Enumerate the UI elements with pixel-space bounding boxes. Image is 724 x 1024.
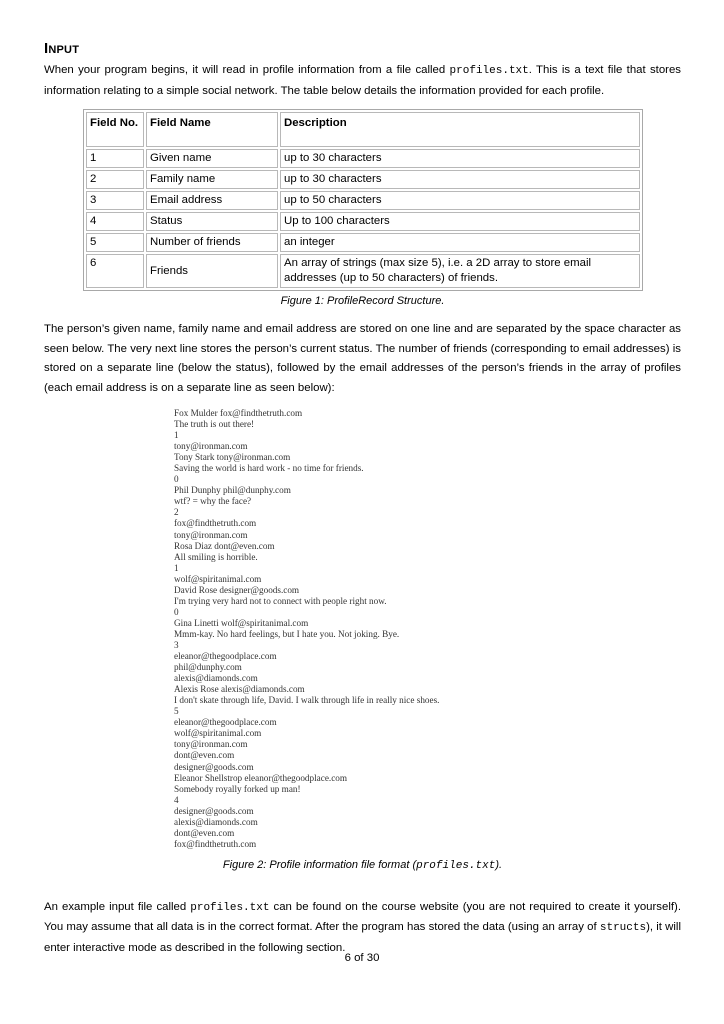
file-line: Somebody royally forked up man!	[174, 783, 301, 794]
file-line: tony@ironman.com	[174, 441, 248, 452]
file-line: Phil Dunphy phil@dunphy.com	[174, 485, 291, 496]
table-cell: an integer	[280, 233, 640, 252]
document-page	[44, 40, 681, 958]
table-row	[86, 212, 640, 231]
file-line: 1	[174, 562, 179, 573]
table-cell: An array of strings (max size 5), i.e. a 2D array to store email addresses (up to 50 characters) of friends.	[280, 254, 640, 288]
table-cell: Friends	[146, 254, 278, 288]
table-cell: 3	[86, 191, 144, 210]
file-line: eleanor@thegoodplace.com	[174, 717, 277, 728]
closing-paragraph: An example input file called profiles.txt can be found on the course website (you are not required to create it yourself). You may assume that all data is in the correct format. After the program has stored the data (using an array of structs), it will enter interactive mode as described in the following section.	[44, 900, 681, 954]
file-line: 4	[174, 794, 179, 805]
file-line: I don't skate through life, David. I walk through life in really nice shoes.	[174, 695, 440, 706]
table-cell: 2	[86, 170, 144, 189]
format-paragraph: The person’s given name, family name and email address are stored on one line and are separated by the space character as seen below. The very next line stores the person’s current status. The number of friends (corresponding to email addresses) is stored on a separate line (below the status), followed by the email addresses of the person’s friends in the array of profiles (each email address is on a separate line as seen below):	[44, 323, 681, 394]
file-line: wolf@spiritanimal.com	[174, 573, 262, 584]
file-line: 0	[174, 606, 179, 617]
table-cell: up to 50 characters	[280, 191, 640, 210]
file-line: 2	[174, 507, 179, 518]
table-row	[86, 149, 640, 168]
table-cell: 1	[86, 149, 144, 168]
table-cell: Up to 100 characters	[280, 212, 640, 231]
file-line: wolf@spiritanimal.com	[174, 728, 262, 739]
intro-paragraph: When your program begins, it will read in profile information from a file called profiles.txt. This is a text file that stores information relating to a simple social network. The table below details the information provided for each profile.	[44, 64, 681, 97]
table-cell: Family name	[146, 170, 278, 189]
file-line: Alexis Rose alexis@diamonds.com	[174, 684, 305, 695]
table-cell: Email address	[146, 191, 278, 210]
table-cell: Status	[146, 212, 278, 231]
file-line: The truth is out there!	[174, 419, 255, 430]
file-line: Mmm-kay. No hard feelings, but I hate you. Not joking. Bye.	[174, 628, 400, 639]
table-header: Description	[280, 112, 640, 147]
profile-structure-table	[83, 109, 643, 291]
table-cell: Given name	[146, 149, 278, 168]
page-number: 6 of 30	[344, 952, 380, 964]
file-line: I'm trying very hard not to connect with people right now.	[174, 595, 387, 606]
table-header-row	[86, 112, 640, 147]
table-cell: 6	[86, 254, 144, 288]
file-line: All smiling is horrible.	[174, 551, 258, 562]
file-line: designer@goods.com	[174, 761, 254, 772]
file-line: tony@ironman.com	[174, 739, 248, 750]
table-cell: Number of friends	[146, 233, 278, 252]
table-header: Field No.	[86, 112, 144, 147]
table-cell: 5	[86, 233, 144, 252]
file-line: Eleanor Shellstrop eleanor@thegoodplace.com	[174, 772, 348, 783]
file-line: 3	[174, 639, 179, 650]
file-line: dont@even.com	[174, 750, 235, 761]
file-line: tony@ironman.com	[174, 529, 248, 540]
table-row	[86, 254, 640, 288]
file-line: 0	[174, 474, 179, 485]
profile-file-example	[174, 408, 681, 850]
table-row	[86, 191, 640, 210]
file-line: David Rose designer@goods.com	[174, 584, 300, 595]
inline-filename: profiles.txt	[449, 65, 529, 77]
file-line: Tony Stark tony@ironman.com	[174, 452, 291, 463]
figure-1-caption: Figure 1: ProfileRecord Structure.	[280, 295, 445, 307]
file-line: Fox Mulder fox@findthetruth.com	[174, 408, 303, 418]
file-line: wtf? = why the face?	[174, 496, 252, 507]
table-cell: up to 30 characters	[280, 149, 640, 168]
file-line: Gina Linetti wolf@spiritanimal.com	[174, 617, 309, 628]
file-line: Rosa Diaz dont@even.com	[174, 540, 275, 551]
file-line: eleanor@thegoodplace.com	[174, 651, 277, 662]
section-heading: Input	[44, 40, 80, 57]
file-line: fox@findthetruth.com	[174, 838, 257, 849]
file-line: alexis@diamonds.com	[174, 673, 258, 684]
file-line: Saving the world is hard work - no time for friends.	[174, 463, 364, 474]
file-line: fox@findthetruth.com	[174, 518, 257, 529]
table-row	[86, 233, 640, 252]
table-cell: 4	[86, 212, 144, 231]
table-header: Field Name	[146, 112, 278, 147]
table-cell: up to 30 characters	[280, 170, 640, 189]
file-line: phil@dunphy.com	[174, 662, 242, 673]
file-line: dont@even.com	[174, 827, 235, 838]
table-row	[86, 170, 640, 189]
file-line: 1	[174, 430, 179, 441]
file-line: alexis@diamonds.com	[174, 816, 258, 827]
file-line: designer@goods.com	[174, 805, 254, 816]
figure-2-caption: Figure 2: Profile information file format (profiles.txt).	[222, 858, 503, 872]
file-line: 5	[174, 706, 179, 717]
